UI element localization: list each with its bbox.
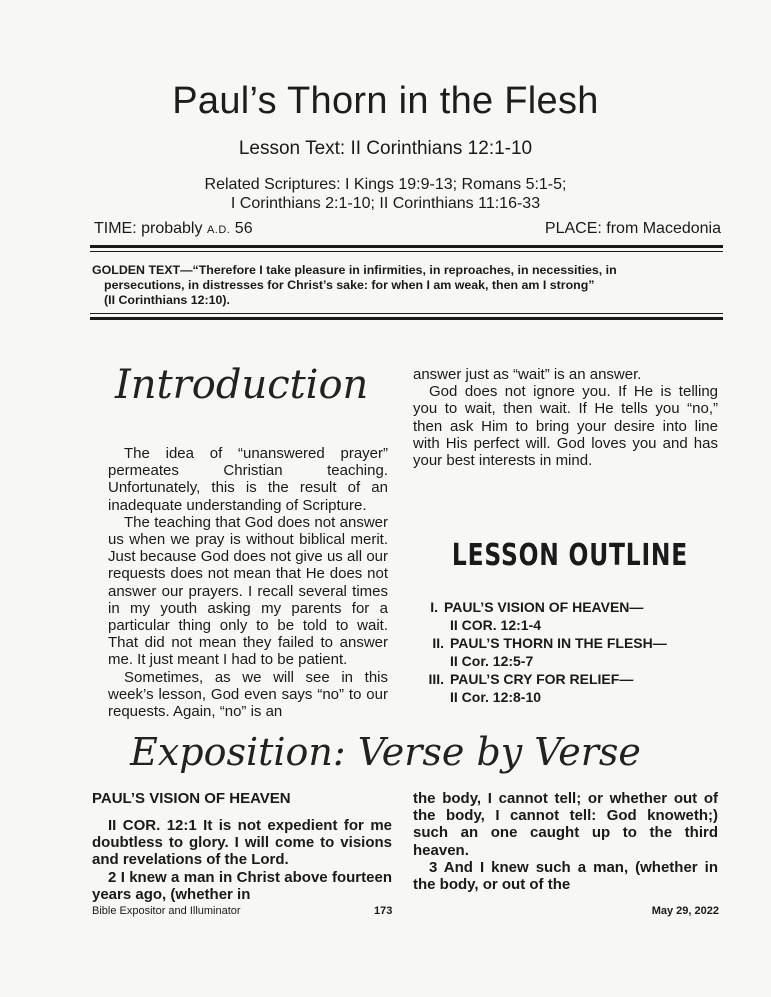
verse-2: 2 I knew a man in Christ above fourteen years ago, (whether in <box>92 868 392 903</box>
outline-item-reference: II COR. 12:1-4 <box>450 617 542 633</box>
footer-publication: Bible Expositor and Illuminator <box>92 905 241 917</box>
outline-item-number: II. <box>432 635 444 651</box>
golden-text <box>92 263 722 308</box>
golden-text-line-1: GOLDEN TEXT—“Therefore I take pleasure in infirmities, in reproaches, in necessities, in <box>92 263 617 277</box>
outline-item-number: I. <box>430 599 438 615</box>
intro-paragraph-4: God does not ignore you. If He is telling you to wait, then wait. If He tells you “no,” then ask Him to bring your desire into line with His perfect will. God loves you and has your best interests in mind. <box>413 383 718 470</box>
exposition-right-column <box>413 790 718 893</box>
time-era: A.D. <box>206 224 231 236</box>
golden-text-line-3: (II Corinthians 12:10). <box>104 293 230 307</box>
outline-item-title: PAUL’S CRY FOR RELIEF— <box>450 671 634 687</box>
outline-item-number: III. <box>428 671 444 687</box>
footer-date: May 29, 2022 <box>651 905 719 917</box>
exposition-heading: Exposition: Verse by Verse <box>130 730 641 774</box>
outline-item-reference: II Cor. 12:5-7 <box>450 653 534 669</box>
outline-item-title: PAUL’S VISION OF HEAVEN— <box>444 599 644 615</box>
outline-item-title: PAUL’S THORN IN THE FLESH— <box>450 635 667 651</box>
place-info: PLACE: from Macedonia <box>544 220 721 237</box>
page-title: Paul’s Thorn in the Flesh <box>172 80 599 122</box>
verse-2-continuation: the body, I cannot tell; or whether out of the body, I cannot tell: God knoweth;) such an one caught up to the third heaven. <box>413 790 718 859</box>
outline-item <box>420 670 730 706</box>
top-rule-thick <box>90 245 723 248</box>
intro-paragraph-1: The idea of “unanswered prayer” permeates Christian teaching. Unfortunately, this is the result of an inadequate understanding of Scripture. <box>108 445 388 514</box>
outline-item-reference: II Cor. 12:8-10 <box>450 689 542 705</box>
lesson-text-reference: Lesson Text: II Corinthians 12:1-10 <box>238 138 533 159</box>
lesson-outline-list <box>420 598 730 706</box>
footer-page-number: 173 <box>374 905 393 917</box>
bottom-rule-thin <box>90 313 723 314</box>
intro-paragraph-3: Sometimes, as we will see in this week’s lesson, God even says “no” to our requests. Again, “no” is an <box>108 668 388 721</box>
exposition-left-column <box>92 790 392 903</box>
time-label: TIME: probably <box>94 220 203 237</box>
introduction-left-column <box>108 445 388 720</box>
intro-continuation: answer just as “wait” is an answer. <box>413 366 642 383</box>
verse-1: II COR. 12:1 It is not expedient for me doubtless to glory. I will come to visions and revelations of the Lord. <box>92 817 392 869</box>
introduction-right-column <box>413 366 718 469</box>
top-rule-thin <box>90 251 723 252</box>
time-info <box>94 220 253 238</box>
intro-paragraph-2: The teaching that God does not answer us when we pray is without biblical merit. Just because God does not give us all our requests does not mean that He does not answer our prayers. I recall several times in my youth asking my parents for a particular thing only to be told to wait. That did not mean they failed to answer me. It just meant I had to be patient. <box>108 513 388 669</box>
introduction-heading: Introduction <box>115 362 369 408</box>
outline-item <box>420 598 730 634</box>
verse-3: 3 And I knew such a man, (whether in the body, or out of the <box>413 858 718 894</box>
bottom-rule-thick <box>90 317 723 320</box>
related-scriptures <box>0 175 771 213</box>
related-scriptures-line-2: I Corinthians 2:1-10; II Corinthians 11:16-33 <box>230 195 541 212</box>
time-year: 56 <box>234 220 253 237</box>
related-scriptures-line-1: Related Scriptures: I Kings 19:9-13; Romans 5:1-5; <box>204 176 567 193</box>
lesson-outline-heading: LESSON OUTLINE <box>451 538 689 573</box>
outline-item <box>420 634 730 670</box>
golden-text-line-2: persecutions, in distresses for Christ’s sake: for when I am weak, then am I strong” <box>104 278 595 292</box>
section-title: PAUL’S VISION OF HEAVEN <box>92 790 291 807</box>
